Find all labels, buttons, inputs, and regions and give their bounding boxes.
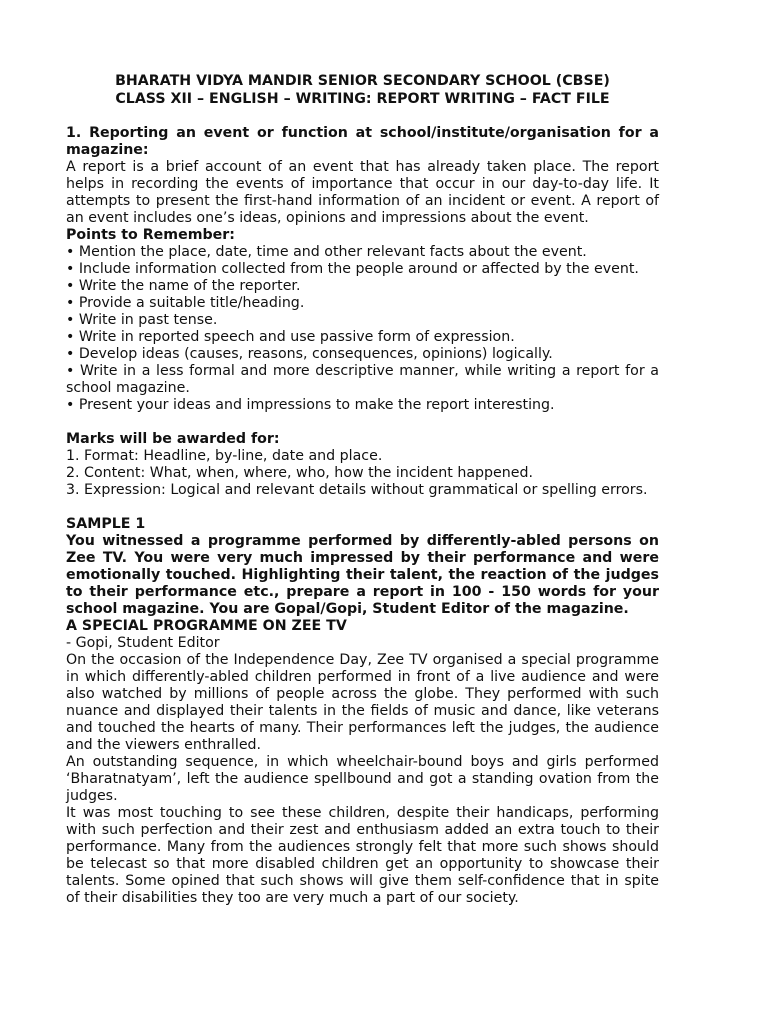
points-heading: Points to Remember: [66, 227, 235, 243]
point-item: • Write in reported speech and use passive form of expression. [66, 329, 515, 345]
point-item: • Include information collected from the people around or affected by the event. [66, 261, 639, 277]
marks-item: 3. Expression: Logical and relevant details without grammatical or spelling errors. [66, 482, 648, 498]
spacer [66, 414, 659, 431]
point-item: • Mention the place, date, time and other relevant facts about the event. [66, 244, 587, 260]
spacer [66, 108, 659, 125]
school-title: BHARATH VIDYA MANDIR SENIOR SECONDARY SCHOOL (CBSE) [115, 73, 610, 89]
point-item: • Provide a suitable title/heading. [66, 295, 305, 311]
point-item: • Write the name of the reporter. [66, 278, 301, 294]
point-item: • Write in past tense. [66, 312, 218, 328]
point-item: • Present your ideas and impressions to make the report interesting. [66, 397, 555, 413]
marks-item: 1. Format: Headline, by-line, date and place. [66, 448, 383, 464]
sample-question: You witnessed a programme performed by differently-abled persons on Zee TV. You were very much impressed by their performance and were emotionally touched. Highlighting their talent, the reaction of the judges to their performance etc., prepare a report in 100 - 150 words for your school magazine. You are Gopal/Gopi, Student Editor of the magazine. [66, 533, 659, 617]
marks-item: 2. Content: What, when, where, who, how the incident happened. [66, 465, 533, 481]
report-paragraph: On the occasion of the Independence Day, Zee TV organised a special programme in which differently-abled children performed in front of a live audience and were also watched by millions of people across the globe. They performed with such nuance and displayed their talents in the fields of music and dance, like veterans and touched the hearts of many. Their performances left the judges, the audience and the viewers enthralled. [66, 652, 659, 753]
section-heading: 1. Reporting an event or function at school/institute/organisation for a magazine: [66, 125, 659, 158]
marks-heading: Marks will be awarded for: [66, 431, 280, 447]
report-title: A SPECIAL PROGRAMME ON ZEE TV [66, 618, 347, 634]
point-item: • Develop ideas (causes, reasons, consequences, opinions) logically. [66, 346, 553, 362]
sample-label: SAMPLE 1 [66, 516, 146, 532]
report-paragraph: It was most touching to see these children, despite their handicaps, performing with such perfection and their zest and enthusiasm added an extra touch to their performance. Many from the audiences strongly felt that more such shows should be telecast so that more disabled children get an opportunity to showcase their talents. Some opined that such shows will give them self-confidence that in spite of their disabilities they too are very much a part of our society. [66, 805, 659, 906]
point-item: • Write in a less formal and more descriptive manner, while writing a report for a school magazine. [66, 363, 659, 396]
spacer [66, 499, 659, 516]
report-byline: - Gopi, Student Editor [66, 635, 220, 651]
intro-paragraph: A report is a brief account of an event that has already taken place. The report helps in recording the events of importance that occur in our day-to-day life. It attempts to present the first-hand information of an incident or event. A report of an event includes one’s ideas, opinions and impressions about the event. [66, 159, 659, 226]
report-paragraph: An outstanding sequence, in which wheelchair-bound boys and girls performed ‘Bharatnatyam’, left the audience spellbound and got a standing ovation from the judges. [66, 754, 659, 804]
document-subtitle: CLASS XII – ENGLISH – WRITING: REPORT WRITING – FACT FILE [115, 91, 610, 107]
